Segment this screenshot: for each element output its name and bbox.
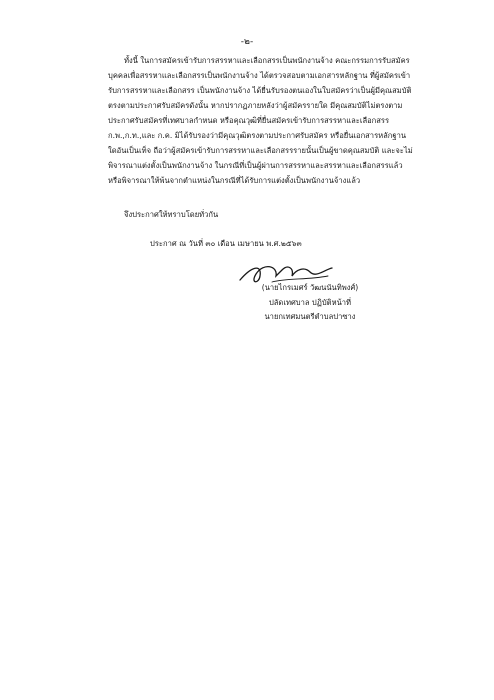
signer-position: ปลัดเทศบาล ปฏิบัติหน้าที่ <box>268 297 352 307</box>
body-text <box>108 53 414 188</box>
announcement-date: ประกาศ ณ วันที่ ๓๐ เดือน เมษายน พ.ศ.๒๕๖๓ <box>150 239 302 248</box>
page-number: -๒- <box>240 37 254 47</box>
signer-name: (นายไกรเมศร์ วัฒนนันทิพงศ์) <box>261 283 359 292</box>
signer-title: นายกเทศมนตรีตำบลปาซาง <box>264 312 356 321</box>
body-paragraph: ทั้งนี้ ในการสมัครเข้ารับการสรรหาและเลือกสรรเป็นพนักงานจ้าง คณะกรรมการรับสมัครบุคคลเพื่อสรรหาและเลือกสรรเป็นพนักงานจ้าง ได้ตรวจสอบตามเอกสารหลักฐาน ที่ผู้สมัครเข้ารับการสรรหาและเลือกสรร เป็นพนักงานจ้าง ได้ยื่นรับรองตนเองในใบสมัครว่าเป็นผู้มีคุณสมบัติตรงตามประกาศรับสมัครดังนั้น หากปรากฏภายหลังว่าผู้สมัครรายใด มีคุณสมบัติไม่ตรงตามประกาศรับสมัครที่เทศบาลกำหนด หรือคุณวุฒิที่ยื่นสมัครเข้ารับการสรรหาและเลือกสรร ก.พ.,ก.ท.,และ ก.ค. มิได้รับรองว่ามีคุณวุฒิตรงตามประกาศรับสมัคร หรือยื่นเอกสารหลักฐานใดอันเป็นเท็จ ถือว่าผู้สมัครเข้ารับการสรรหาและเลือกสรรรายนั้นเป็นผู้ขาดคุณสมบัติ และจะไม่พิจารณาแต่งตั้งเป็นพนักงานจ้าง ในกรณีที่เป็นผู้ผ่านการสรรหาและสรรหาและเลือกสรรแล้ว หรือพิจารณาให้พ้นจากตำแหน่งในกรณีที่ได้รับการแต่งตั้งเป็นพนักงานจ้างแล้ว <box>108 56 413 185</box>
notice-line: จึงประกาศให้ทราบโดยทั่วกัน <box>124 210 219 219</box>
signature-block <box>220 281 400 325</box>
